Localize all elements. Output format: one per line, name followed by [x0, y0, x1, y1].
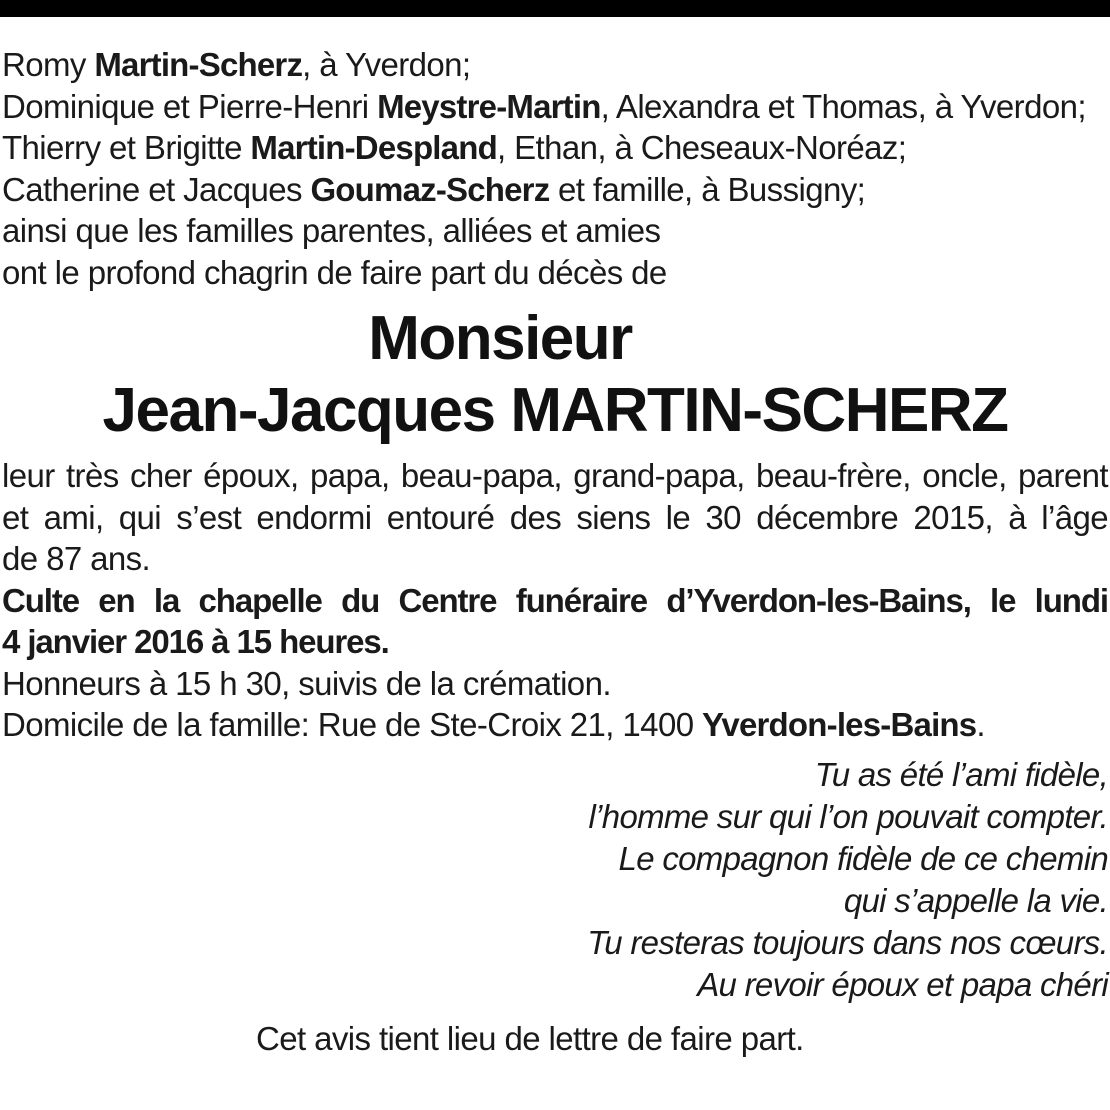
family-location: , Ethan, à Cheseaux-Noréaz; [496, 129, 907, 166]
family-line [2, 86, 1108, 128]
family-line [2, 127, 1108, 169]
domicile-line [2, 704, 1108, 746]
domicile-address: Domicile de la famille: Rue de Ste-Croix 21, 1400 [2, 706, 703, 743]
intro-line: ont le profond chagrin de faire part du décès de [2, 253, 667, 291]
poem-line: qui s’appelle la vie. [843, 881, 1108, 919]
family-names: Dominique et Pierre-Henri [2, 87, 378, 125]
poem-line: Tu as été l’ami fidèle, [814, 755, 1108, 793]
obituary-notice [2, 44, 1108, 1060]
family-location: et famille, à Bussigny; [549, 170, 866, 208]
poem-line: Le compagnon fidèle de ce chemin [618, 839, 1108, 877]
family-surname: Meystre-Martin [377, 87, 601, 125]
family-list [2, 44, 1108, 293]
family-names: Romy [2, 46, 95, 83]
description [2, 455, 1108, 746]
poem-line: Au revoir époux et papa chéri [697, 965, 1108, 1003]
domicile-city: Yverdon-les-Bains [702, 706, 977, 743]
deceased-title: Monsieur [368, 304, 632, 373]
service-line: Culte en la chapelle du Centre funéraire d’Yverdon-les-Bains, le lundi [2, 581, 1108, 619]
family-location: , Alexandra et Thomas, à Yverdon; [600, 87, 1086, 125]
family-location: , à Yverdon; [302, 46, 471, 83]
poem-line: Tu resteras toujours dans nos cœurs. [587, 923, 1108, 961]
deceased-name: Jean-Jacques MARTIN-SCHERZ [102, 376, 1008, 445]
family-surname: Martin-Despland [250, 129, 497, 166]
deceased-heading [2, 303, 1108, 447]
family-surname: Martin-Scherz [94, 46, 303, 83]
family-line [2, 169, 1108, 211]
description-line: leur très cher époux, papa, beau-papa, grand-papa, beau-frère, oncle, parent [2, 457, 1108, 494]
service-line: 4 janvier 2016 à 15 heures. [2, 623, 389, 660]
family-line [2, 44, 1108, 86]
description-line: de 87 ans. [2, 540, 151, 577]
top-border-rule [0, 0, 1110, 17]
poem [2, 754, 1108, 1006]
intro-line: ainsi que les familles parentes, alliées et amies [2, 212, 661, 249]
family-names: Catherine et Jacques [2, 170, 311, 208]
closing-note: Cet avis tient lieu de lettre de faire part. [256, 1019, 804, 1057]
domicile-period: . [976, 706, 985, 743]
honours-line: Honneurs à 15 h 30, suivis de la crémation. [2, 664, 611, 702]
family-surname: Goumaz-Scherz [310, 170, 550, 208]
description-line: et ami, qui s’est endormi entouré des siens le 30 décembre 2015, à l’âge [2, 498, 1108, 536]
poem-line: l’homme sur qui l’on pouvait compter. [588, 797, 1108, 835]
family-names: Thierry et Brigitte [2, 129, 251, 166]
